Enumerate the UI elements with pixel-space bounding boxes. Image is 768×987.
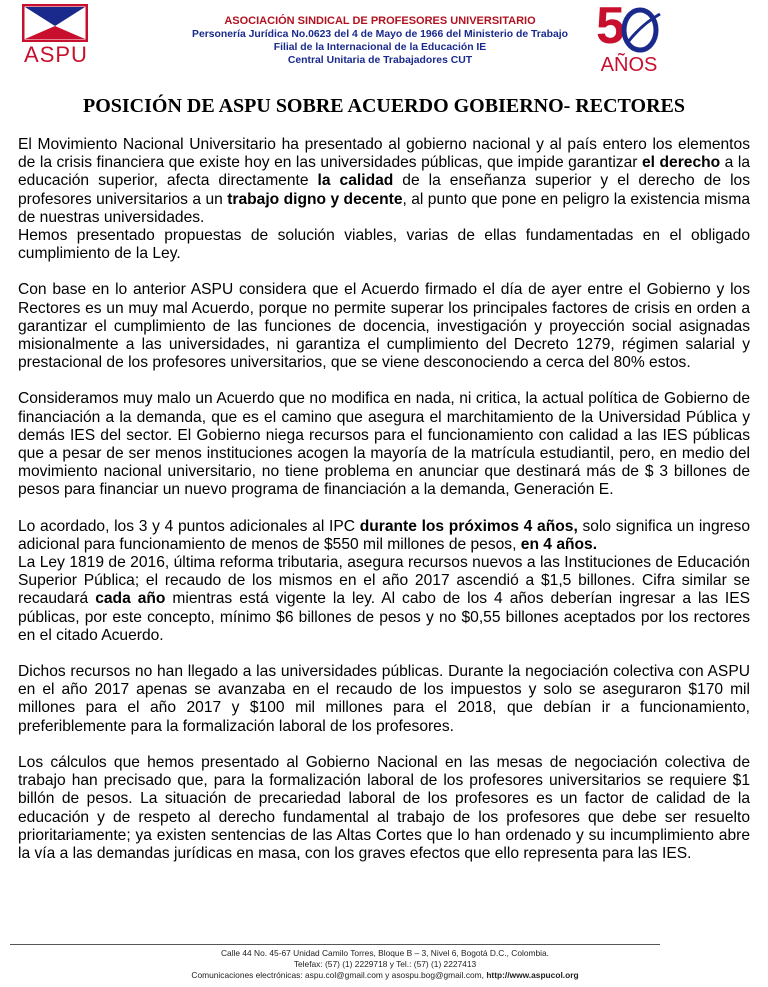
paragraph-5-emphasis: en 4 años. bbox=[520, 535, 598, 553]
aspu-logo bbox=[18, 4, 94, 74]
footer-contact bbox=[100, 970, 670, 981]
paragraph-6 bbox=[18, 554, 750, 645]
paragraph-1-text: El Movimiento Nacional Universitario ha presentado al gobierno nacional y al país entero los elementos de la crisis financiera que existe hoy en las universidades públicas, que impide garantizar bbox=[18, 136, 750, 172]
paragraph-1-emphasis: trabajo digno y decente bbox=[227, 190, 403, 208]
paragraph-spacer bbox=[18, 500, 750, 518]
aspu-logo-text: ASPU bbox=[24, 42, 88, 67]
footer-website-link[interactable]: http://www.aspucol.org bbox=[486, 970, 579, 980]
paragraph-spacer bbox=[18, 263, 750, 281]
paragraph-1-text: de la enseñanza superior y el derecho de los profesores universitarios a un bbox=[18, 172, 751, 208]
paragraph-1-text: a la educación superior, afecta directamente bbox=[18, 154, 751, 190]
paragraph-4: Consideramos muy malo un Acuerdo que no modifica en nada, ni critica, la actual política de Gobierno de financiación a la demanda, que es el camino que asegura el marchitamiento de la Universidad Pública y demás IES del sector. El Gobierno niega recursos para el funcionamiento con calidad a las IES públicas que a pesar de ser menos instituciones acogen la mayoría de la matrícula estudiantil, pero, en medio del movimiento nacional universitario, no tiene problema en anunciar que destinará más de $ 3 billones de pesos para financiar un nuevo programa de financiación a la demanda, Generación E. bbox=[18, 390, 750, 499]
anniversary-number: 5 bbox=[596, 0, 625, 55]
paragraph-6-text: mientras está vigente la ley. Al cabo de los 4 años deberían ingresar a las IES públicas, por este concepto, mínimo $6 billones de pesos y no $0,55 billones aceptados por los rectores en el citado Acuerdo. bbox=[18, 590, 751, 644]
footer-divider bbox=[10, 944, 660, 945]
footer-phones: Telefax: (57) (1) 2229718 y Tel.: (57) (1) 2227413 bbox=[293, 959, 477, 969]
affiliation-ie: Filial de la Internacional de la Educación IE bbox=[273, 42, 487, 53]
paragraph-5 bbox=[18, 518, 750, 554]
paragraph-5-emphasis: durante los próximos 4 años, bbox=[359, 517, 578, 535]
paragraph-7: Dichos recursos no han llegado a las universidades públicas. Durante la negociación colectiva con ASPU en el año 2017 apenas se avanzaba en el recaudo de los impuestos y solo se aseguraron $170 mil millones para el año 2017 y $100 mil millones para el 2018, que debían ir a funcionamiento, preferiblemente para la formalización laboral de los profesores. bbox=[18, 663, 750, 735]
paragraph-6-text: La Ley 1819 de 2016, última reforma tributaria, asegura recursos nuevos a las Instituciones de Educación Superior Pública; el recaudo de los mismos en el año 2017 ascendió a $1,5 billones. Cifra similar se recaudará bbox=[18, 554, 750, 608]
footer bbox=[100, 948, 670, 981]
legal-registration: Personería Jurídica No.0623 del 4 de Mayo de 1966 del Ministerio de Trabajo bbox=[192, 29, 568, 40]
anniversary-logo bbox=[594, 2, 666, 80]
paragraph-1 bbox=[18, 136, 750, 227]
paragraph-spacer bbox=[18, 736, 750, 754]
paragraph-1-text: , al punto que pone en peligro la existencia misma de nuestras universidades. bbox=[18, 190, 750, 226]
paragraph-6-emphasis: cada año bbox=[95, 590, 166, 608]
anniversary-zero-icon bbox=[620, 6, 664, 54]
anniversary-label: AÑOS bbox=[600, 54, 658, 76]
paragraph-5-text: Lo acordado, los 3 y 4 puntos adicionales al IPC bbox=[18, 517, 360, 535]
document-title: POSICIÓN DE ASPU SOBRE ACUERDO GOBIERNO- RECTORES bbox=[83, 95, 685, 117]
affiliation-cut: Central Unitaria de Trabajadores CUT bbox=[287, 55, 473, 66]
letterhead bbox=[0, 0, 768, 85]
paragraph-5-text: solo significa un ingreso adicional para funcionamiento de menos de $550 mil millones de pesos, bbox=[18, 517, 750, 553]
paragraph-spacer bbox=[18, 645, 750, 663]
aspu-logo-emblem-icon bbox=[22, 4, 88, 42]
paragraph-2: Hemos presentado propuestas de solución viables, varias de ellas fundamentadas en el obligado cumplimiento de la Ley. bbox=[18, 227, 750, 263]
paragraph-8: Los cálculos que hemos presentado al Gobierno Nacional en las mesas de negociación colectiva de trabajo han precisado que, para la formalización laboral de los profesores universitarios se requiere $1 billón de pesos. La situación de precariedad laboral de los profesores es un factor de calidad de la educación y de respeto al derecho fundamental al trabajo de los profesores que debe ser resuelto prioritariamente; ya existen sentencias de las Altas Cortes que lo han ordenado y su incumplimiento abre la vía a las demandas jurídicas en masa, con los graves efectos que ello representa para las IES. bbox=[18, 753, 750, 862]
footer-emails: Comunicaciones electrónicas: aspu.col@gmail.com y asospu.bog@gmail.com, bbox=[191, 970, 487, 980]
document-body bbox=[18, 136, 750, 863]
paragraph-3: Con base en lo anterior ASPU considera que el Acuerdo firmado el día de ayer entre el Gobierno y los Rectores es un muy mal Acuerdo, porque no permite superar los principales factores de crisis en orden a garantizar el cumplimiento de las funciones de docencia, investigación y proyección social asignadas misionalmente a las universidades, ni garantiza el cumplimiento del Decreto 1279, régimen salarial y prestacional de los profesores universitarios, que se viene desconociendo a cerca del 80% estos. bbox=[18, 281, 750, 372]
paragraph-spacer bbox=[18, 372, 750, 390]
organization-info bbox=[120, 14, 640, 67]
footer-address: Calle 44 No. 45-67 Unidad Camilo Torres, Bloque B – 3, Nivel 6, Bogotá D.C., Colombia. bbox=[220, 948, 550, 958]
paragraph-1-emphasis: la calidad bbox=[317, 172, 394, 190]
paragraph-1-emphasis: el derecho bbox=[641, 154, 721, 172]
organization-name: ASOCIACIÓN SINDICAL DE PROFESORES UNIVERSITARIO bbox=[224, 15, 536, 27]
